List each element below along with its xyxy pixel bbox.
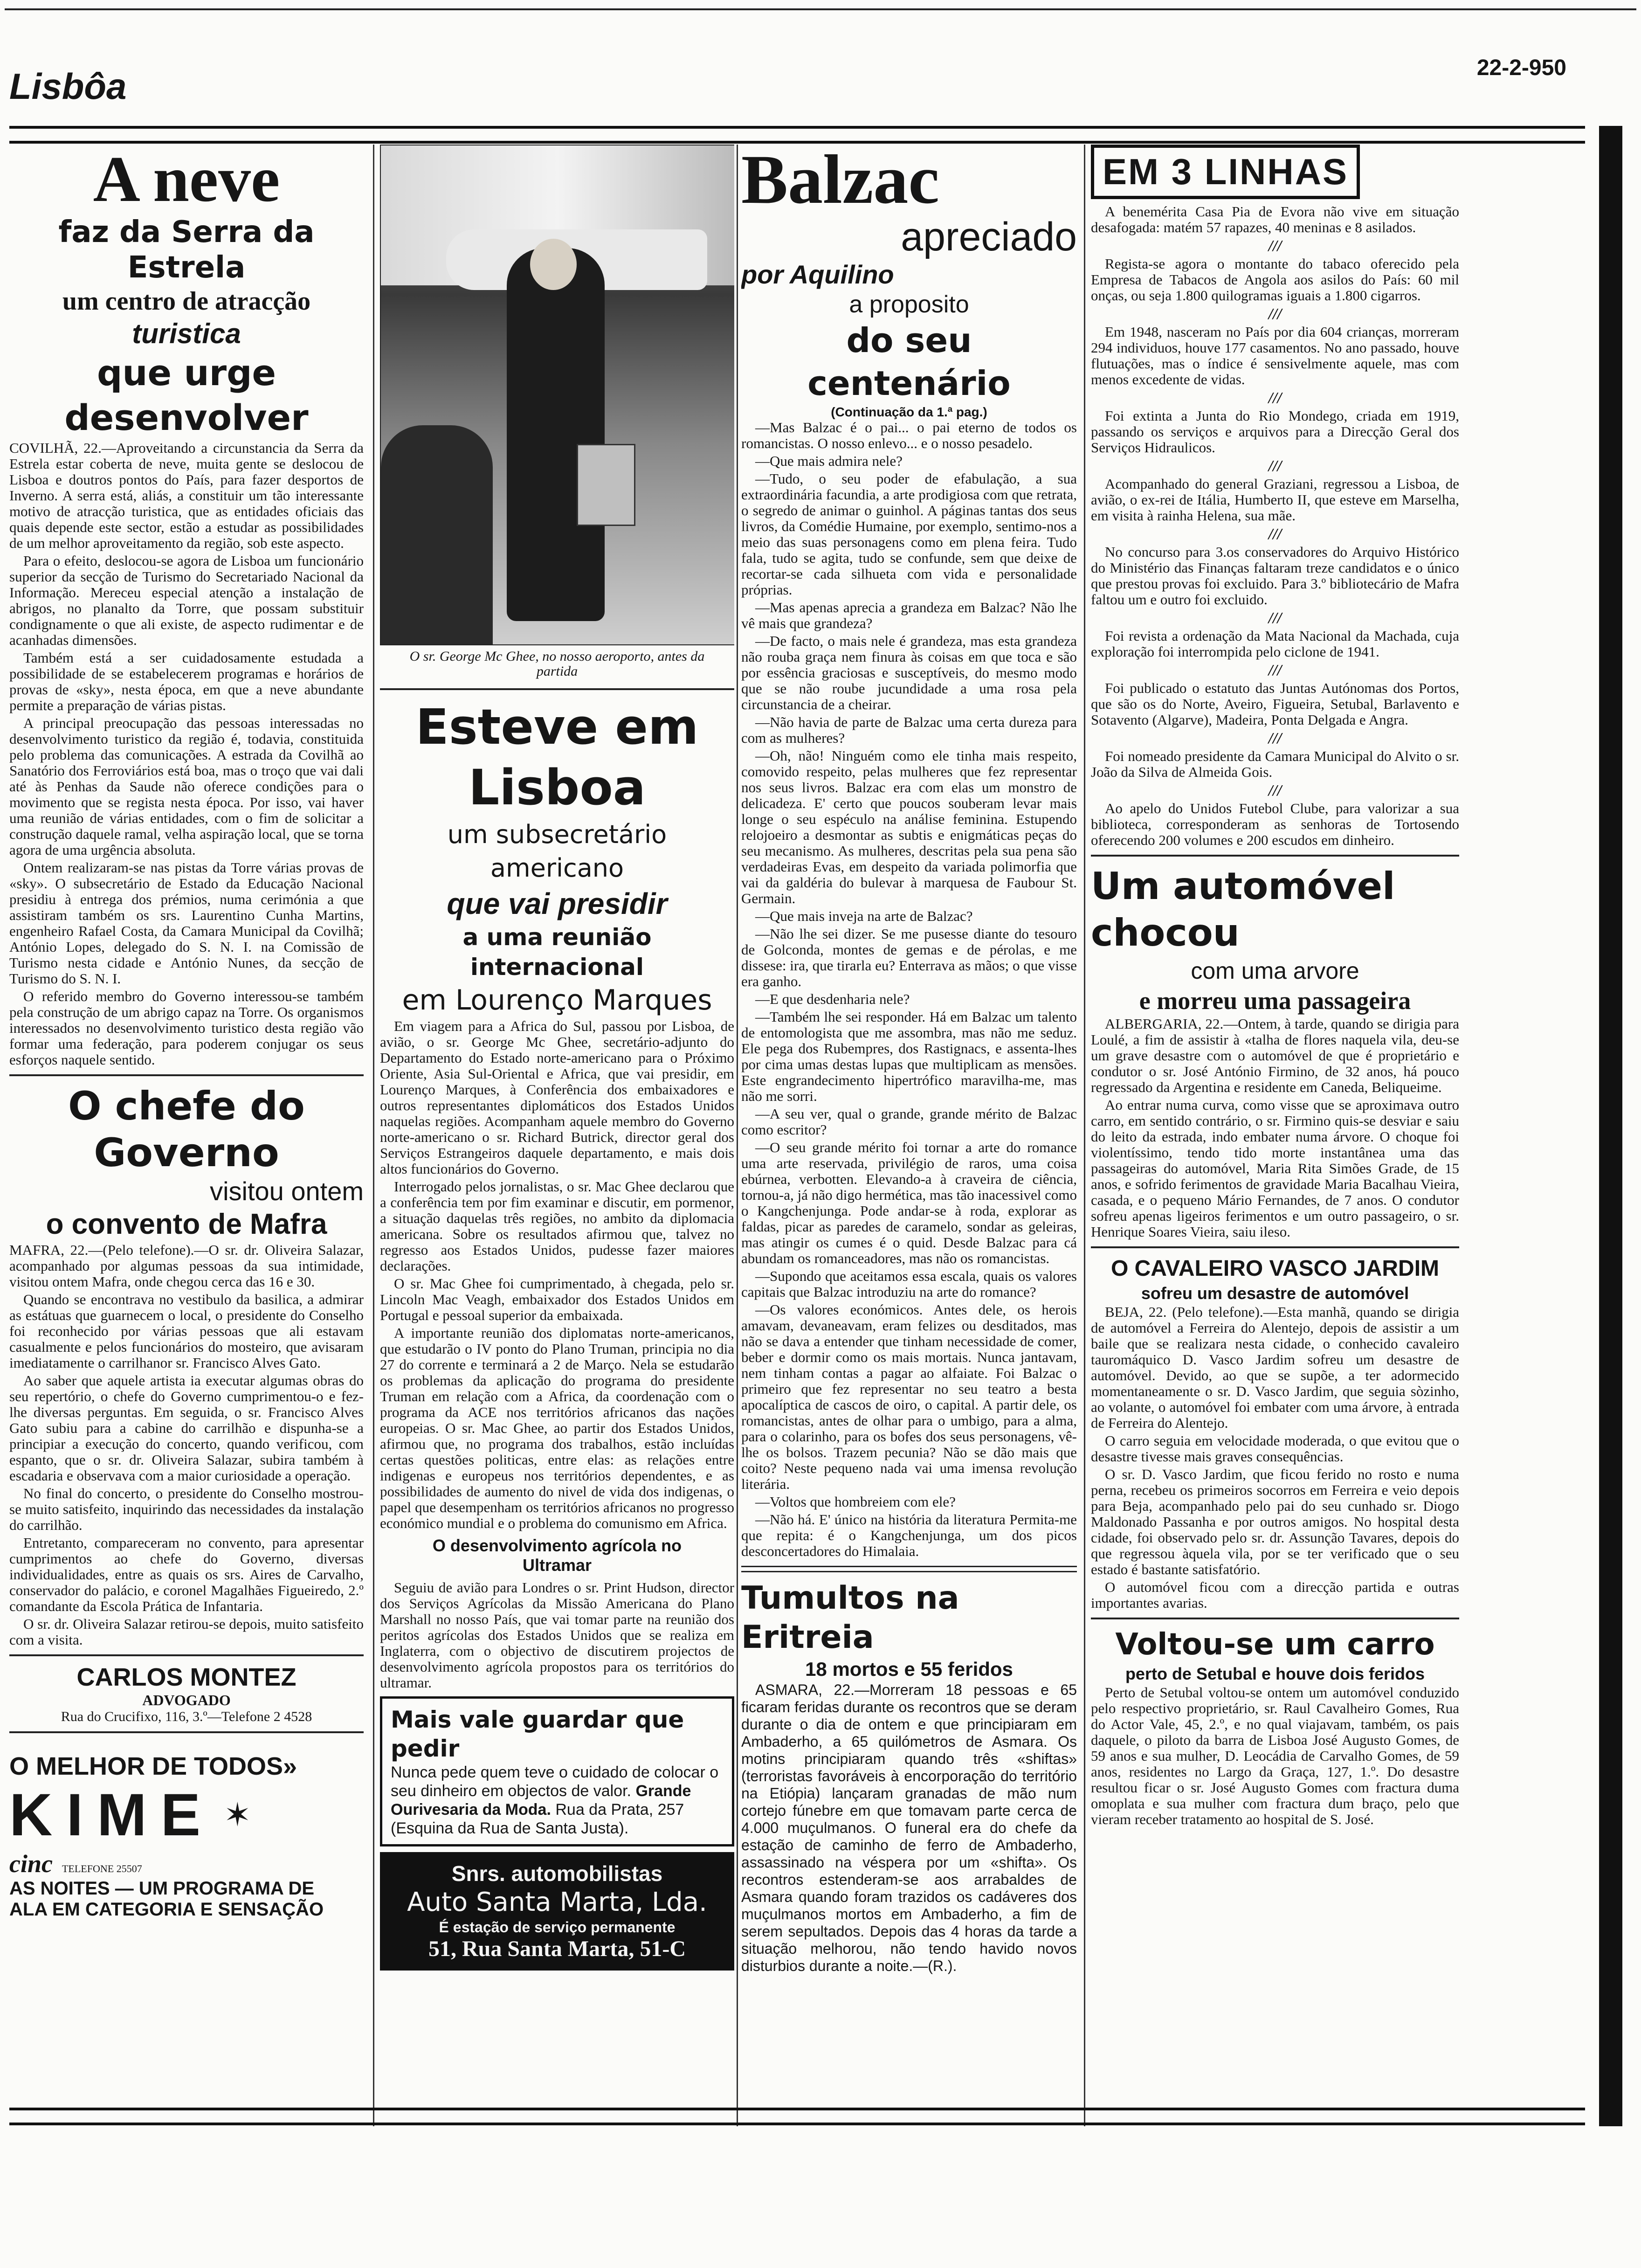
subheadline: a proposito (849, 291, 969, 318)
subheadline: sofreu um desastre de automóvel (1141, 1284, 1409, 1303)
subheading: O desenvolvimento agrícola no Ultramar (432, 1536, 682, 1575)
divider (380, 688, 734, 690)
column-rule (737, 145, 738, 2126)
paragraph: Seguiu de avião para Londres o sr. Print Hudson, director dos Serviços Agrícolas da Missão Americana do Plano Marshall no nosso País, que vai tomar parte na reunião dos peritos agrícolas dos Estados Unidos que se realiza em Inglaterra, com o objectivo de discutirem projectos de desenvolvimento agrícola propostos para os territórios do ultramar. (380, 1579, 734, 1691)
column-1 (9, 145, 364, 2131)
paragraph: Entretanto, compareceram no convento, para apresentar cumprimentos ao chefe do Governo, diversas individualidades, entre as quais os srs. Aires de Carvalho, conservador do palácio, e coronel Magalhães Figueiredo, 2.º comandante da Escola Prática de Infantaria. (9, 1535, 364, 1614)
photo-mcghee (380, 145, 734, 645)
paragraph: —Não havia de parte de Balzac uma certa dureza para com as mulheres? (741, 714, 1077, 746)
star-icon: ✶ (224, 1798, 251, 1833)
photo-figure (381, 425, 493, 644)
headline: Balzac (741, 145, 939, 218)
paragraph: Ontem realizaram-se nas pistas da Torre várias provas de «sky». O subsecretário de Estado da Educação Nacional presidiu à entrega dos prémios, numa cerimónia a que assistiram também os srs. Laurentino Cunha Martins, engenheiro Rafael Costa, da Camara Municipal da Covilhã; António Lopes, delegado do S. N. I. na Comissão de Turismo nesta cidade e António Nunes, da secção de Turismo do S. N. I. (9, 859, 364, 987)
subheadline: a uma reunião internacional (462, 924, 652, 981)
divider (741, 1566, 1077, 1572)
paragraph: —Não lhe sei dizer. Se me pusesse diante do tesouro de Golconda, montes de gemas e de pérolas, e me dissese: ira, que tirarla eu? Enterrava as mãos; o que visse era ganho. (741, 926, 1077, 989)
ad-sub: cinc (9, 1850, 53, 1878)
column-4 (1091, 145, 1459, 2131)
ad-title: Mais vale guardar que pedir (391, 1706, 684, 1762)
paragraph: BEJA, 22. (Pelo telefone).—Esta manhã, quando se dirigia de automóvel a Ferreira do Alentejo, depois de assistir a um baile que se realizara nesta cidade, o conhecido cavaleiro tauromáquico D. Vasco Jardim sofreu um desastre de automóvel. Devido, ao que se supõe, a ter adormecido momentaneamente o sr. D. Vasco Jardim, que seguia sòzinho, ao volante, o automóvel foi embater com uma árvore, à entrada de Ferreira do Alentejo. (1091, 1304, 1459, 1431)
headline: Voltou-se um carro (1115, 1627, 1435, 1662)
paragraph: COVILHÃ, 22.—Aproveitando a circunstancia da Serra da Estrela estar coberta de neve, muita gente se deslocou de Lisboa e doutros pontos do País, para fazer desportos de Inverno. A serra está, aliás, a constituir um tão interessante motivo de atracção turistica, que as entidades oficiais das quais depende este sector, estão a estudar as possibilidades de um melhor aproveitamento da região, sob este aspecto. (9, 440, 364, 551)
brief-separator: /// (1268, 782, 1282, 799)
column-rule (1084, 145, 1085, 2126)
article-neve (9, 145, 364, 1068)
photo-bag (577, 444, 635, 526)
brief-list (1091, 204, 1459, 848)
subheadline: que vai presidir (447, 887, 668, 920)
brief-item: Foi extinta a Junta do Rio Mondego, criada em 1919, passando os serviços e arquivos para a Direcção Geral dos Serviços Hidraulicos. (1091, 408, 1459, 456)
divider (9, 1654, 364, 1656)
subheadline: turistica (132, 318, 241, 349)
paragraph: —Mas apenas aprecia a grandeza em Balzac? Não lhe vê mais que grandeza? (741, 599, 1077, 631)
article-eritreia (741, 1579, 1077, 1975)
paragraph: —Mas Balzac é o pai... o pai eterno de todos os romancistas. O nosso enlevo... e o nosso pesadelo. (741, 419, 1077, 451)
paragraph: ASMARA, 22.—Morreram 18 pessoas e 65 ficaram feridas durante os recontros que se deram durante o dia de ontem e que principiaram em Ambaderho, a 65 quilómetros de Asmara. Os motins principiaram quando três «shiftas» (terroristas favoráveis à encorporação do território na Etiópia) lançaram granadas de mão num cortejo fúnebre em que tomavam parte cerca de 4.000 muçulmanos. O funeral era do chefe da estação de caminho de ferro de Ambaderho, assassinado na véspera por um «shifta». Os recontros estenderam-se aos arrabaldes de Asmara quando foram trazidos os cadáveres dos muçulmanos mortos em Ambaderho, a fim de serem sepultados. Depois das 4 horas da tarde a situação melhorou, não tendo havido novos disturbios durante a noite.—(R.). (741, 1681, 1077, 1974)
brief-item: Acompanhado do general Graziani, regressou a Lisboa, de avião, o ex-rei de Itália, Humberto II, que esteve em Marselha, em visita à rainha Helena, sua mãe. (1091, 476, 1459, 524)
ad-sub: É estação de serviço permanente (439, 1919, 676, 1936)
subheadline: visitou ontem (210, 1176, 364, 1206)
brief-item: Ao apelo do Unidos Futebol Clube, para valorizar a sua biblioteca, corresponderam as senhoras de Tortosendo oferecendo 200 volumes e 200 escudos em dinheiro. (1091, 800, 1459, 848)
ad-address: 51, Rua Santa Marta, 51-C (428, 1936, 686, 1961)
brief-item: Foi nomeado presidente da Camara Municipal do Alvito o sr. João da Silva de Almeida Gois. (1091, 748, 1459, 780)
paragraph: MAFRA, 22.—(Pelo telefone).—O sr. dr. Oliveira Salazar, acompanhado por algumas pessoas da sua intimidade, visitou ontem Mafra, onde chegou cerca das 16 e 30. (9, 1242, 364, 1290)
brief-separator: /// (1268, 305, 1282, 323)
divider (1091, 855, 1459, 857)
paragraph: O sr. D. Vasco Jardim, que ficou ferido no rosto e numa perna, recebeu os primeiros socorros em Ferreira e veio depois para Beja, acompanhado pelo pai do seu cunhado sr. Diogo Maldonado Passanha e por outros amigos. No hospital desta cidade, foi observado pelo sr. dr. Assunção Tavares, depois do que regressou àquela vila, por se ter verificado que o seu estado é bastante satisfatório. (1091, 1466, 1459, 1577)
section-title-box (1091, 145, 1459, 199)
ad-top: Snrs. automobilistas (451, 1861, 663, 1886)
headline: A neve (93, 145, 280, 215)
bottom-rule (9, 2108, 1585, 2125)
ad-name: CARLOS MONTEZ (76, 1663, 296, 1691)
ad-top: O MELHOR DE TODOS» (9, 1752, 297, 1780)
paragraph: O referido membro do Governo interessou-se também pela construção de um abrigo capaz na Torre. Os organismos interessados no desenvolvimento turistico desta região vão formar uma federação, para poderem conjugar os seus esforços naquele sentido. (9, 988, 364, 1068)
paragraph: —Também lhe sei responder. Há em Balzac um talento de entomologista que me assombra, mas não me seduz. Ele pega dos Rubempres, dos Rastignacs, e assenta-lhes por cima umas destas lupas que multiplicam as mensões. Este engrandecimento hipertrófico maravilha-me, mas não me sorri. (741, 1009, 1077, 1104)
divider (9, 1074, 364, 1076)
divider (9, 1731, 364, 1733)
ad-logo: KIME (9, 1782, 214, 1848)
paragraph: —Supondo que aceitamos essa escala, quais os valores capitais que Balzac introduziu na arte do romance? (741, 1268, 1077, 1300)
paragraph: —Que mais admira nele? (755, 453, 903, 469)
brief-item: A benemérita Casa Pia de Evora não vive em situação desafogada: matém 57 rapazes, 40 meninas e 8 asilados. (1091, 203, 1459, 235)
paragraph: No final do concerto, o presidente do Conselho mostrou-se muito satisfeito, inquirindo das necessidades da instalação do carrilhão. (9, 1485, 364, 1533)
subheadline: um centro de atracção (62, 287, 311, 316)
brief-separator: /// (1268, 730, 1282, 747)
article-vasco-jardim (1091, 1255, 1459, 1611)
subheadline: com uma arvore (1191, 958, 1359, 984)
article-body (741, 420, 1077, 1559)
headline: O CAVALEIRO VASCO JARDIM (1110, 1256, 1440, 1281)
article-balzac (741, 145, 1077, 1559)
headline: Um automóvel chocou (1091, 864, 1395, 954)
headline: O chefe do Governo (68, 1083, 305, 1175)
column-2 (380, 145, 734, 2131)
photo-man (507, 248, 605, 621)
brief-item: Foi revista a ordenação da Mata Nacional da Machada, cuja exploração foi interrompida pelo ciclone de 1941. (1091, 628, 1459, 660)
article-automovel (1091, 863, 1459, 1240)
headline: Tumultos na Eritreia (741, 1580, 959, 1656)
divider (1091, 1618, 1459, 1619)
paragraph: —Não há. E' único na história da literatura Permita-me que repita: é o Kangchenjunga, um dos picos desconcertadores do Himalaia. (741, 1511, 1077, 1559)
brief-item: Foi publicado o estatuto das Juntas Autónomas dos Portos, que são os do Norte, Aveiro, Figueira, Setubal, Barlavento e Sotavento (Algarve), Madeira, Ponta Delgada e Angra. (1091, 680, 1459, 728)
brief-separator: /// (1268, 389, 1282, 407)
brief-separator: /// (1268, 237, 1282, 255)
ad-text: Nunca pede quem teve o cuidado de colocar o seu dinheiro em objectos de valor. (391, 1763, 719, 1800)
paragraph: —O seu grande mérito foi tornar a arte do romance uma arte reservada, privilégio de raros, uma coisa ebúrnea, verbotten. Elevando-a à craveira de ciência, tornou-a, já não digo hermética, mas tão inacessivel como o Kangchenjunga. Pode andar-se à roda, explorar as faldas, picar as paredes de caramelo, sondar as geleiras, mas atingir os cumes é o quid. Desde Balzac para cá abundam os romanceadores, mas não os romancistas. (741, 1139, 1077, 1266)
brief-item: No concurso para 3.os conservadores do Arquivo Histórico do Ministério das Finanças faltaram treze candidatos e o único que prestou provas foi excluido. Para 3.º bibliotecário de Mafra faltou um e outro foi excluido. (1091, 544, 1459, 608)
subheadline: do seu centenário (807, 321, 1011, 403)
subheadline: um subsecretário americano (447, 820, 667, 883)
subheadline: apreciado (901, 214, 1077, 259)
paragraph: —E que desdenharia nele? (755, 991, 910, 1007)
paragraph: Também está a ser cuidadosamente estudada a possibilidade de se estabelecerem programas e horários de provas de «sky», nesta época, em que a neve abundante permite a preparação de várias pistas. (9, 650, 364, 713)
margin-bar (1599, 126, 1622, 2126)
photo-head (530, 239, 577, 290)
article-voltou-se (1091, 1626, 1459, 1827)
column-rule (373, 145, 374, 2126)
paragraph: —De facto, o mais nele é grandeza, mas esta grandeza não rouba graça nem finura às coisas em que toca e são por essência graciosas e susceptíveis, do mesmo modo que se não roube jucundidade a uma rosa pela circunstancia de a cheirar. (741, 633, 1077, 712)
ad-line: ALA EM CATEGORIA E SENSAÇÃO (9, 1899, 324, 1920)
masthead-rule (9, 126, 1585, 144)
brief-separator: /// (1268, 609, 1282, 627)
section-title: Lisbôa (9, 66, 127, 107)
subheadline: por Aquilino (741, 260, 894, 289)
brief-separator: /// (1268, 457, 1282, 475)
ad-address: Rua da Prata, 257 (Esquina da Rua de Santa Justa). (391, 1801, 684, 1837)
paragraph: O automóvel ficou com a direcção partida e outras importantes avarias. (1091, 1579, 1459, 1611)
ad-auto-santa-marta (380, 1852, 734, 1971)
headline: Esteve em Lisboa (415, 698, 699, 816)
paragraph: A principal preocupação das pessoas interessadas no desenvolvimento turistico da região é, todavia, constituida pelo problema das comunicações. A estrada da Covilhã ao Sanatório dos Ferroviários está boa, mas o troço que vai dali até às Penhas da Saude não oferece condições para o movimento que se regista nesta época. Por isso, vai haver uma reunião de várias entidades, com o fim de solicitar a construção daquele ramal, velha aspiração local, que se torna agora de uma urgência absoluta. (9, 715, 364, 858)
paragraph: Para o efeito, deslocou-se agora de Lisboa um funcionário superior da secção de Turismo do Secretariado Nacional da Informação. Mereceu especial atenção a instalação de abrigos, no planalto da Torre, que possam substituir condignamente o que ali existe, de aspecto rudimentar e de acanhadas dimensões. (9, 553, 364, 648)
section-em-3-linhas (1091, 145, 1459, 848)
photo-caption: O sr. George Mc Ghee, no nosso aeroporto, antes da partida (409, 649, 705, 679)
ad-carlos-montez (9, 1663, 364, 1725)
column-3 (741, 145, 1077, 2131)
paragraph: —Os valores económicos. Antes dele, os herois amavam, devaneavam, eram felizes ou desditados, mas não se dava a entender que tinham necessidade de comer, beber e dormir como os mais mortais. Nunca jantavam, nem tinham contas a pagar ao alfaiate. Foi Balzac o primeiro que fez representar no seu teatro a besta apocalíptica de cascos de oiro, o capital. A partir dele, os romancistas, antes de olhar para o umbigo, para a alma, para o colarinho, para os bofes dos seus personagens, vê-lhe os bolsos. Trazem pecunia? Não se dão mais que coito? Neste pequeno nada vai uma imensa revolução literária. (741, 1301, 1077, 1492)
issue-date: 22-2-950 (1476, 55, 1566, 80)
section-title: EM 3 LINHAS (1091, 145, 1360, 199)
article-mcghee (380, 697, 734, 1691)
ad-name: Auto Santa Marta, Lda. (407, 1887, 707, 1917)
ad-role: ADVOGADO (142, 1692, 231, 1708)
article-mafra (9, 1083, 364, 1648)
paragraph: ALBERGARIA, 22.—Ontem, à tarde, quando se dirigia para Loulé, a fim de assistir à «talha de flores naquela vila, deu-se um grave desastre com o automóvel de que é proprietário e condutor o sr. José António Firmino, de 32 anos, há pouco regressado da Argentina e residente em Caneda, Beliqueime. (1091, 1016, 1459, 1095)
brief-item: Regista-se agora o montante do tabaco oferecido pela Empresa de Tabacos de Angola aos asilos do País: 60 mil onças, ou seja 1.800 quilogramas iguais a 1.800 cigarros. (1091, 256, 1459, 304)
brief-item: Em 1948, nasceram no País por dia 604 crianças, morreram 294 individuos, houve 177 casamentos. No ano passado, houve flutuações, mas o índice é sensivelmente aquele, mas com menos excedente de vidas. (1091, 324, 1459, 387)
ad-phone: TELEFONE 25507 (62, 1863, 142, 1874)
paragraph: Interrogado pelos jornalistas, o sr. Mac Ghee declarou que a conferência tem por fim examinar e discutir, em pormenor, a situação daquelas três regiões, no ambito da diplomacia americana. Sobre os resultados afirmou que, talvez no regresso aos Estados Unidos, pudesse fazer maiores declarações. (380, 1178, 734, 1274)
paragraph: Ao entrar numa curva, como visse que se aproximava outro carro, em sentido contrário, o sr. Firmino quis-se desviar e saiu do leito da estrada, indo embater numa árvore. O choque foi violentíssimo, tendo tido morte instantânea uma das passageiras do automóvel, Maria Rita Simões Grade, de 15 anos, e sofrido ferimentos de gravidade Maria Bacalhau Vieira, casada, e o pequeno Mário Fernandes, de 7 anos. O condutor sofreu apenas ligeiros ferimentos e um outro passageiro, o sr. Henrique Soares Vieira, saiu ileso. (1091, 1097, 1459, 1240)
subheadline: faz da Serra da Estrela (58, 215, 315, 285)
paragraph: —Voltos que hombreiem com ele? (755, 1494, 956, 1510)
paragraph: Perto de Setubal voltou-se ontem um automóvel conduzido pelo respectivo proprietário, sr. Raul Cavalheiro Gomes, Rua do Actor Vale, 45, 2.º, e no qual viajavam, também, os pais daquele, o piloto da barra de Lisboa José Augusto Gomes, de 59 anos e sua mulher, D. Leocádia de Carvalho Gomes, de 59 anos, residentes no Largo da Graça, 127, 1.º. Do desastre resultou ficar o sr. José Augusto Gomes com fractura duma omoplata e sua mulher com fractura dum braço, pelo que vieram receber tratamento ao hospital de S. José. (1091, 1684, 1459, 1827)
paragraph: —Tudo, o seu poder de efabulação, a sua extraordinária facundia, a arte prodigiosa com que retrata, o segredo de animar o guinhol. A páginas tantas dos seus livros, da Comédie Humaine, por exemplo, sentimo-nos a meio das suas personagens como em plena feira. Tudo fala, tudo se agita, tudo se confunde, sem que deixe de recortar-se cada silhueta com vida e personalidade próprias. (741, 470, 1077, 598)
ad-kime (9, 1752, 364, 1920)
paragraph: O carro seguia em velocidade moderada, o que evitou que o desastre tivesse mais graves consequências. (1091, 1432, 1459, 1465)
ad-ourivesaria (380, 1696, 734, 1846)
subheadline: e morreu uma passageira (1139, 987, 1411, 1015)
top-rule (5, 8, 1636, 10)
continuation-note: (Continuação da 1.ª pag.) (831, 405, 987, 419)
ad-logo-row (9, 1781, 364, 1849)
ad-bold: Grande Ourivesaria da Moda. (391, 1782, 691, 1819)
brief-separator: /// (1268, 526, 1282, 543)
ad-sub-row (9, 1849, 364, 1878)
paragraph: Ao saber que aquele artista ia executar algumas obras do seu repertório, o chefe do Governo cumprimentou-o e fez-lhe diversas perguntas. Em seguida, o sr. Francisco Alves Gato subiu para a cabine do carrilhão e dispunha-se a principiar a execução do concerto, quando verificou, com espanto, que o sr. dr. Oliveira Salazar, subira também à escadaria e observava com a maior curiosidade a operação. (9, 1372, 364, 1484)
subheadline: o convento de Mafra (46, 1208, 327, 1240)
subheadline: em Lourenço Marques (402, 984, 712, 1016)
paragraph: Quando se encontrava no vestibulo da basilica, a admirar as estátuas que guarnecem o local, o presidente do Conselho foi reconhecido por várias pessoas que ali estavam casualmente e pelos funcionários do mosteiro, que avisaram imediatamente o carrilhanor sr. Francisco Alves Gato. (9, 1291, 364, 1371)
paragraph: —Que mais inveja na arte de Balzac? (755, 908, 973, 924)
divider (1091, 1246, 1459, 1248)
ad-body (391, 1763, 724, 1838)
ad-address: Rua do Crucifixo, 116, 3.º—Telefone 2 4528 (61, 1709, 312, 1724)
paragraph: —A seu ver, qual o grande, grande mérito de Balzac como escritor? (741, 1106, 1077, 1138)
subheadline: que urge desenvolver (64, 352, 309, 438)
paragraph: Em viagem para a Africa do Sul, passou por Lisboa, de avião, o sr. George Mc Ghee, secretário-adjunto do Departamento do Estado norte-americano para o Próximo Oriente, Asia Sul-Oriental e Africa, que vai presidir, em Lourenço Marques, à Conferência dos embaixadores e outros representantes diplomáticos dos Estados Unidos naquelas regiões. Acompanham aquele membro do Governo norte-americano o sr. Richard Butrick, director geral dos Serviços Estrangeiros daquele departamento, e mais dois altos funcionários do Governo. (380, 1018, 734, 1177)
paragraph: A importante reunião dos diplomatas norte-americanos, que estudarão o IV ponto do Plano Truman, principia no dia 27 do corrente e terminará a 2 de Março. Nela se estudarão os problemas da aplicação do programa do presidente Truman em relação com a Africa, da coordenação com o programa da ACE nos territórios africanos das nações europeias. O sr. Mac Ghee, ao partir dos Estados Unidos, afirmou que, no programa dos trabalhos, estão incluídas certas questões politicas, entre elas: as relações entre indigenas e europeus nos territórios dependentes, e as possibilidades de aumento do nivel de vida dos indigenas, o papel que desempenham os territórios africanos no progresso económico mundial e o problema do comunismo em Africa. (380, 1325, 734, 1531)
paragraph: O sr. dr. Oliveira Salazar retirou-se depois, muito satisfeito com a visita. (9, 1616, 364, 1648)
paragraph: O sr. Mac Ghee foi cumprimentado, à chegada, pelo sr. Lincoln Mac Veagh, embaixador dos Estados Unidos em Portugal e pessoal superior da embaixada. (380, 1275, 734, 1323)
subheadline: 18 mortos e 55 feridos (805, 1658, 1013, 1680)
ad-line: AS NOITES — UM PROGRAMA DE (9, 1878, 315, 1899)
brief-separator: /// (1268, 662, 1282, 679)
paragraph: —Oh, não! Ninguém como ele tinha mais respeito, comovido respeito, pelas mulheres que fez representar nos seus livros. Balzac era com elas um monstro de delicadeza. E' certo que poucos souberam levar mais longe o seu espéculo na análise feminina. Estupendo relojoeiro a desmontar as subtis e enigmáticas peças do seu mecanismo. As mulheres, descritas pela sua pena são verdadeiras Evas, em despeito da variada polimorfia que vai da galdéria do bulevar à marquesa de Faubour St. Germain. (741, 747, 1077, 906)
subheadline: perto de Setubal e houve dois feridos (1125, 1664, 1425, 1683)
